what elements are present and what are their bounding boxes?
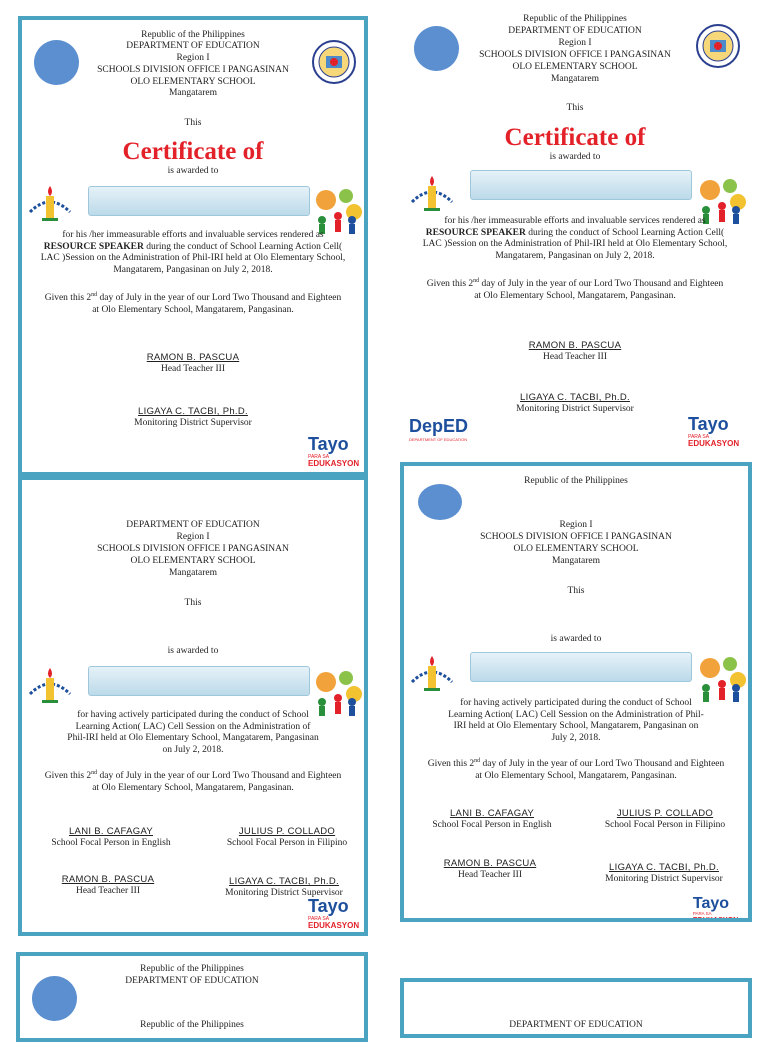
awarded-label: is awarded to: [167, 646, 219, 656]
header-line: DEPARTMENT OF EDUCATION: [125, 976, 259, 986]
certificate-body: for having actively participated during the conduct of School Learning Action( LAC) Cell Session on the Administration of Phil-IRI held at Olo Elementary School, Mangatarem, Pangasinan on July 2, 2018.: [67, 710, 319, 755]
svg-text:EDUKASYON: EDUKASYON: [308, 459, 360, 468]
header-line: OLO ELEMENTARY SCHOOL: [130, 77, 256, 87]
certificate-title: Certificate of: [504, 124, 646, 151]
svg-text:PARA SA: PARA SA: [688, 434, 710, 440]
recipient-name-box[interactable]: [88, 186, 310, 216]
candle-logo-icon: [26, 182, 74, 224]
teamwork-gears-icon: [308, 668, 366, 716]
header-line: Republic of the Philippines: [141, 30, 245, 40]
header-line: Region I: [559, 520, 593, 530]
certificate-card-2: [400, 4, 750, 454]
header-line: Mangatarem: [168, 88, 217, 98]
blue-circle-placeholder: [418, 484, 462, 520]
header-line: DEPARTMENT OF EDUCATION: [508, 26, 642, 36]
awarded-label: is awarded to: [550, 634, 602, 644]
certificate-body: for his /her immeasurable efforts and invaluable services rendered as RESOURCE SPEAKER during the conduct of School Learning Action Cell( LAC )Session on the Administration of Phil-IRI held at Olo Elementary School, Mangatarem, Pangasinan on July 2, 2018.: [40, 230, 346, 275]
svg-text:Tayo: Tayo: [688, 414, 729, 434]
signatory-filipino-focal: JULIUS P. COLLADO School Focal Person in Filipino: [604, 808, 726, 830]
this-label: This: [566, 103, 584, 113]
header-line: Republic of the Philippines: [524, 476, 628, 486]
given-statement: Given this 2nd day of July in the year of our Lord Two Thousand and Eighteen at Olo Elementary School, Mangatarem, Pangasinan.: [426, 278, 724, 301]
certificate-card-5: [16, 952, 368, 1042]
candle-logo-icon: [408, 172, 456, 214]
this-label: This: [567, 586, 585, 596]
svg-text:PARA SA: PARA SA: [692, 911, 712, 917]
signatory-head-teacher: RAMON B. PASCUA Head Teacher III: [528, 340, 622, 362]
candle-logo-icon: [408, 652, 456, 694]
header-line: Mangatarem: [168, 568, 217, 578]
given-statement: Given this 2nd day of July in the year of our Lord Two Thousand and Eighteen at Olo Elementary School, Mangatarem, Pangasinan.: [427, 758, 725, 781]
header-line: SCHOOLS DIVISION OFFICE I PANGASINAN: [479, 50, 671, 60]
teamwork-gears-icon: [308, 186, 366, 234]
awarded-label: is awarded to: [549, 152, 601, 162]
header-line: SCHOOLS DIVISION OFFICE I PANGASINAN: [97, 65, 289, 75]
header-line: OLO ELEMENTARY SCHOOL: [130, 556, 256, 566]
header-line: Region I: [176, 53, 210, 63]
this-label: This: [184, 598, 202, 608]
given-statement: Given this 2nd day of July in the year of our Lord Two Thousand and Eighteen at Olo Elementary School, Mangatarem, Pangasinan.: [44, 292, 342, 315]
signatory-english-focal: LANI B. CAFAGAY School Focal Person in English: [432, 808, 552, 830]
header-line: DEPARTMENT OF EDUCATION: [509, 1020, 643, 1030]
signatory-head-teacher: RAMON B. PASCUA Head Teacher III: [146, 352, 240, 374]
header-line: Mangatarem: [550, 74, 599, 84]
recipient-name-box[interactable]: [470, 652, 692, 682]
given-statement: Given this 2nd day of July in the year of our Lord Two Thousand and Eighteen at Olo Elementary School, Mangatarem, Pangasinan.: [44, 770, 342, 793]
signatory-supervisor: LIGAYA C. TACBI, Ph.D. Monitoring District Supervisor: [134, 406, 252, 428]
header-line: Mangatarem: [551, 556, 600, 566]
signatory-supervisor: LIGAYA C. TACBI, Ph.D. Monitoring District Supervisor: [516, 392, 634, 414]
recipient-name-box[interactable]: [470, 170, 692, 200]
certificate-card-1: [18, 16, 368, 476]
header-line: DEPARTMENT OF EDUCATION: [126, 41, 260, 51]
signatory-supervisor: LIGAYA C. TACBI, Ph.D. Monitoring District Supervisor: [605, 862, 723, 884]
teamwork-gears-icon: [692, 654, 750, 702]
this-label: This: [184, 118, 202, 128]
header-line: Republic of the Philippines: [523, 14, 627, 24]
recipient-name-box[interactable]: [88, 666, 310, 696]
header-line: Region I: [176, 532, 210, 542]
tayo-edukasyon-logo: [686, 412, 742, 448]
signatory-filipino-focal: JULIUS P. COLLADO School Focal Person in Filipino: [226, 826, 348, 848]
svg-text:Tayo: Tayo: [692, 895, 730, 912]
header-line: Republic of the Philippines: [140, 964, 244, 974]
svg-text:EDUKASYON: EDUKASYON: [688, 439, 740, 448]
header-line: Region I: [558, 38, 592, 48]
certificate-card-3: [18, 476, 368, 936]
header-line: OLO ELEMENTARY SCHOOL: [512, 62, 638, 72]
tayo-edukasyon-logo: [306, 894, 362, 930]
svg-text:Tayo: Tayo: [308, 434, 349, 454]
svg-text:DEPARTMENT OF EDUCATION: DEPARTMENT OF EDUCATION: [409, 437, 468, 442]
certificate-title: Certificate of: [122, 138, 264, 165]
header-line: DEPARTMENT OF EDUCATION: [126, 520, 260, 530]
certificate-body: for his /her immeasurable efforts and invaluable services rendered as RESOURCE SPEAKER during the conduct of School Learning Action Cell( LAC )Session on the Administration of Phil-IRI held at Olo Elementary School, Mangatarem, Pangasinan on July 2, 2018.: [422, 216, 728, 261]
candle-logo-icon: [26, 664, 74, 706]
signatory-head-teacher: RAMON B. PASCUA Head Teacher III: [61, 874, 155, 896]
tayo-edukasyon-logo: [688, 892, 744, 922]
svg-text:PARA SA: PARA SA: [308, 454, 330, 460]
awarded-label: is awarded to: [167, 166, 219, 176]
svg-text:Tayo: Tayo: [308, 896, 349, 916]
svg-text:EDUKASYON: EDUKASYON: [308, 921, 360, 930]
svg-text:PARA SA: PARA SA: [308, 916, 330, 922]
signatory-supervisor: LIGAYA C. TACBI, Ph.D. Monitoring District Supervisor: [225, 876, 343, 898]
header-line: SCHOOLS DIVISION OFFICE I PANGASINAN: [97, 544, 289, 554]
certificate-card-6: [400, 978, 752, 1038]
certificate-card-4: [400, 462, 752, 922]
certificate-body: for having actively participated during the conduct of School Learning Action( LAC) Cell Session on the Administration of Phil-IRI held at Olo Elementary School, Mangatarem, Pangasinan on July 2, 2018.: [448, 698, 704, 743]
header-line: OLO ELEMENTARY SCHOOL: [513, 544, 639, 554]
header-line: Republic of the Philippines: [140, 1020, 244, 1030]
signatory-head-teacher: RAMON B. PASCUA Head Teacher III: [443, 858, 537, 880]
signatory-english-focal: LANI B. CAFAGAY School Focal Person in English: [51, 826, 171, 848]
svg-text:DepED: DepED: [409, 416, 468, 436]
header-line: SCHOOLS DIVISION OFFICE I PANGASINAN: [480, 532, 672, 542]
deped-logo: [408, 412, 468, 444]
tayo-edukasyon-logo: [306, 432, 362, 468]
svg-text:EDUKASYON: EDUKASYON: [692, 916, 739, 924]
